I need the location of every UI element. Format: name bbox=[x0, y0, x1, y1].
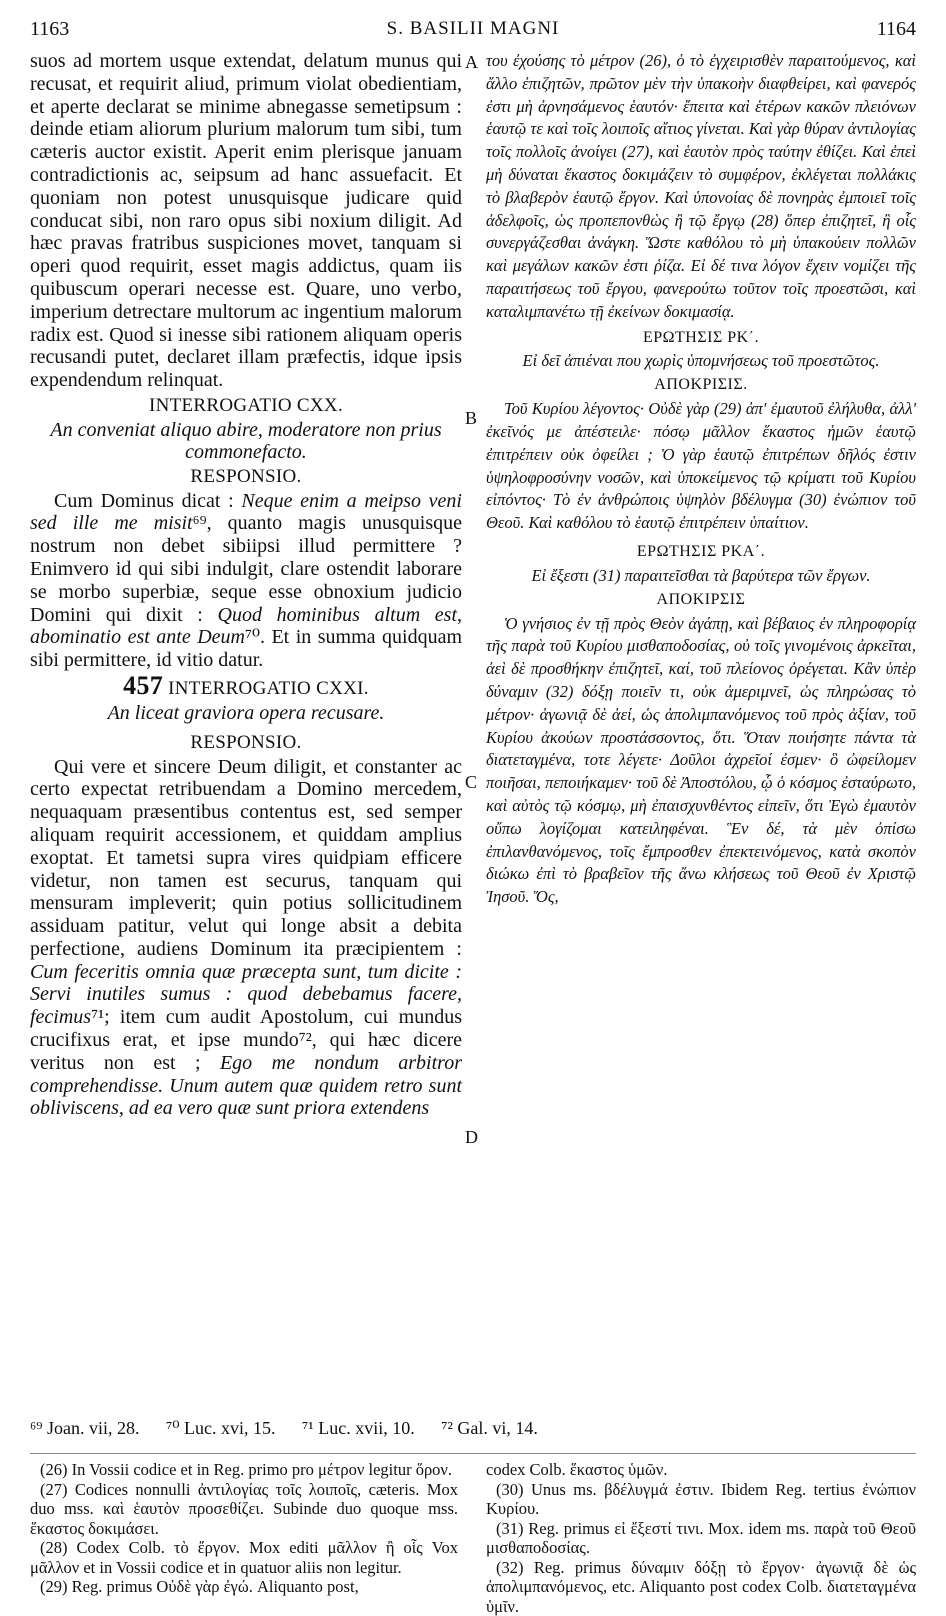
column-number: 457 bbox=[123, 671, 163, 700]
latin-question-120-heading: INTERROGATIO CXX. bbox=[30, 395, 462, 418]
latin-response-121-heading: RESPONSIO. bbox=[30, 732, 462, 755]
scripture-reference: ⁷⁰ Luc. xvi, 15. bbox=[166, 1418, 275, 1438]
latin-paragraph-1: suos ad mortem usque extendat, delatum munus qui recusat, et requirit aliud, primum violat obedientiam, et aperte declarat se minime abnegasse semetipsum : deinde etiam aliorum plurium malorum tum sibi, tum cæteris auctor existit. Aperit enim plerisque januam contradictionis ac, seipsum ad hanc assuefacit. Et quoniam non potest unusquisque judicare quid conducat sibi, non raro opus sibi noxium diligit. Ad hæc pravas fratribus suspiciones movet, tanquam si operi quod requirit, esset magis addictus, quam iis quibuscum operari necesse est. Quare, uno verbo, imperium detrectare multorum ac ingentium malorum radix est. Quod si inesse sibi rationem aliquam operis recusandi putet, declaret illam præfectis, idque ipsis expendendum relinquat. bbox=[30, 50, 462, 392]
greek-question-121-heading: ΕΡΩΤΗΣΙΣ ΡΚΑ΄. bbox=[486, 541, 916, 564]
section-marker-a: A bbox=[465, 52, 478, 73]
footnote: (28) Codex Colb. τὸ ἔργον. Mox editi μᾶλλον ἢ οἷς Vox μᾶλλον et in Vossii codice et in quatuor aliis non legitur. bbox=[30, 1538, 458, 1577]
latin-response-120-heading: RESPONSIO. bbox=[30, 466, 462, 489]
running-title: S. BASILII MAGNI bbox=[30, 18, 916, 40]
latin-response-120-text: Cum Dominus dicat : Neque enim a meipso veni sed ille me misit⁶⁹, quanto magis unusquisque nostrum non debet sibiipsi illud permittere ? Enimvero id qui sibi indulgit, clare ostendit laborare se morbo superbiæ, seque esse obnoxium judicio Domini qui dixit : Quod hominibus altum est, abominatio est ante Deum⁷⁰. Et in summa quidquam sibi permittere, id vitio datur. bbox=[30, 490, 462, 672]
greek-response-121-heading: ΑΠΟΚΙΡΣΙΣ bbox=[486, 589, 916, 612]
section-marker-d: D bbox=[465, 1127, 478, 1148]
section-marker-c: C bbox=[465, 772, 477, 793]
greek-response-120-heading: ΑΠΟΚΡΙΣΙΣ. bbox=[486, 374, 916, 397]
latin-question-121-title: An liceat graviora opera recusare. bbox=[30, 702, 462, 724]
greek-column bbox=[486, 50, 916, 909]
footnote: (31) Reg. primus εἰ ἔξεστί τινι. Mox. idem ms. παρὰ τοῦ Θεοῦ μισθαποδοσίας. bbox=[486, 1519, 916, 1558]
greek-response-120-text: Τοῦ Κυρίου λέγοντος· Οὐδὲ γὰρ (29) ἀπ' ἐμαυτοῦ ἐλήλυθα, ἀλλ' ἐκεῖνός με ἀπέστειλε· πόσῳ μᾶλλον ἕκαστος ἡμῶν ἑαυτῷ ἐπιτρέπειν οὐκ ὀφείλει ; Ὁ γὰρ ἑαυτῷ ἐπιτρέπων δῆλός ἐστιν ὑψηλοφροσύνην νοσῶν, καὶ ὑποκείμενος τῷ κρίματι τοῦ Κυρίου εἰπόντος· Τὸ ἐν ἀνθρώποις ὑψηλὸν βδέλυγμα (30) ἐνώπιον τοῦ Θεοῦ. Καὶ καθόλου τὸ ἑαυτῷ ἐπιτρέπειν ὑπαίτιον. bbox=[486, 398, 916, 535]
footnote-divider bbox=[30, 1453, 916, 1454]
latin-question-120-title: An conveniat aliquo abire, moderatore non prius commonefacto. bbox=[30, 419, 462, 463]
footnote: codex Colb. ἕκαστος ὑμῶν. bbox=[486, 1460, 916, 1480]
page-number-left: 1163 bbox=[30, 18, 69, 41]
scripture-reference: ⁷² Gal. vi, 14. bbox=[441, 1418, 538, 1438]
latin-response-121-text: Qui vere et sincere Deum diligit, et constanter ac certo expectat retribuendam a Domino mercedem, nequaquam præsentibus contentus est, sed semper aliquam requirit accessionem, et quiddam amplius exoptat. Et tametsi supra vires quidpiam efficere videtur, non tamen est securus, tanquam qui mensuram impleverit; quin potius sollicitudinem assiduam patitur, velut qui longe absit a debita perfectione, audiens Dominum ita præcipientem : Cum feceritis omnia quæ præcepta sunt, tum dicite : Servi inutiles sumus : quod debebamus facere, fecimus⁷¹; item cum audit Apostolum, cui mundus crucifixus erat, et ipse mundo⁷², qui hæc dicere veritus non est ; Ego me nondum arbitror comprehendisse. Unum autem quæ quidem retro sunt obliviscens, ad ea vero quæ sunt priora extendens bbox=[30, 756, 462, 1121]
running-header bbox=[30, 18, 916, 44]
footnotes-right bbox=[486, 1460, 916, 1616]
footnote: (30) Unus ms. βδέλυγμά ἐστιν. Ibidem Reg. tertius ἐνώπιον Κυρίου. bbox=[486, 1480, 916, 1519]
greek-paragraph-1: του ἐχούσης τὸ μέτρον (26), ὁ τὸ ἐγχειρισθὲν παραιτούμενος, καὶ ἄλλο ἐπιζητῶν, πρῶτον μὲν τὴν ὑπακοὴν διαφθείρει, καὶ φανερός ἐστι μὴ ἀρνησάμενος ἑαυτόν· ἔπειτα καὶ ἑτέρων κακῶν πλειόνων ἑαυτῷ τε καὶ τοῖς λοιποῖς αἴτιος γίνεται. Καὶ γὰρ θύραν ἀντιλογίας τοῖς πολλοῖς ἀνοίγει (27), καὶ ἑαυτὸν πρὸς ταύτην ἐθίζει. Καὶ ἐπεὶ μὴ δύναται ἕκαστος δοκιμάζειν τὸ συμφέρον, ἐκλέγεται πολλάκις τὸ βλαβερὸν ἑαυτῷ ἔργον. Καὶ ὑπονοίας δὲ πονηρὰς ἐμποιεῖ τοῖς ἀδελφοῖς, ὡς προπεπονθὼς ἢ τῷ ἔργῳ (28) ὅπερ ἐπιζητεῖ, ἢ οἷς συνεργάζεσθαι ἀνάγκη. Ὥστε καθόλου τὸ μὴ ὑπακούειν πολλῶν καὶ μεγάλων κακῶν ἐστι ῥίζα. Εἰ δέ τινα λόγον ἔχειν νομίζει τῆς παραιτήσεως τοῦ ἔργου, φανερούτω τοῦτον τοῖς προεστῶσι, καὶ καταλιμπανέτω τῇ ἐκείνων δοκιμασίᾳ. bbox=[486, 50, 916, 324]
footnote: (27) Codices nonnulli ἀντιλογίας τοῖς λοιποῖς, cæteris. Mox duo mss. καὶ ἑαυτὸν προσεθίζει. Subinde duo quoque mss. ἕκαστος δοκιμάσει. bbox=[30, 1480, 458, 1539]
footnote: (29) Reg. primus Οὐδὲ γὰρ ἐγώ. Aliquanto post, bbox=[30, 1577, 458, 1597]
section-marker-b: B bbox=[465, 408, 477, 429]
page-number-right: 1164 bbox=[877, 18, 916, 41]
footnote: (26) In Vossii codice et in Reg. primo pro μέτρον legitur ὅρον. bbox=[30, 1460, 458, 1480]
greek-question-120-heading: ΕΡΩΤΗΣΙΣ ΡΚ΄. bbox=[486, 327, 916, 350]
scripture-reference: ⁶⁹ Joan. vii, 28. bbox=[30, 1418, 140, 1438]
latin-question-121-heading: 457 INTERROGATIO CXXI. bbox=[30, 675, 462, 701]
latin-column bbox=[30, 50, 462, 1120]
footnotes-left bbox=[30, 1460, 458, 1597]
greek-question-121-title: Εἰ ἔξεστι (31) παραιτεῖσθαι τὰ βαρύτερα τῶν ἔργων. bbox=[486, 565, 916, 586]
greek-response-121-text: Ὁ γνήσιος ἐν τῇ πρὸς Θεὸν ἀγάπῃ, καὶ βέβαιος ἐν πληροφορίᾳ τῆς παρὰ τοῦ Κυρίου μισθαποδοσίας, οὐ τοῖς γινομένοις ἀρκεῖται, ἀεὶ δὲ προσθήκην ἐπιζητεῖ, καί, τοῦ πλείονος ὀρέγεται. Κἂν ὑπὲρ δύναμιν (32) δόξῃ ποιεῖν τι, οὐκ ἀμεριμνεῖ, ὡς πληρώσας τὸ μέτρον· ἀγωνιᾷ δὲ ἀεί, ὡς ἀπολιμπανόμενος τοῦ πρὸς ἀξίαν, τοῦ Κυρίου ἀκούων προστάσσοντος, ὅτι. Ὅταν ποιήσητε πάντα τὰ διατεταγμένα, τοτε λέγετε· Δοῦλοι ἀχρεῖοί ἐσμεν· ὃ ὠφείλομεν ποιῆσαι, πεποιήκαμεν· τοῦ δὲ Ἀποστόλου, ᾧ ὁ κόσμος ἐσταύρωτο, καὶ αὐτὸς τῷ κόσμῳ, μὴ ἐπαισχυνθέντος εἰπεῖν, ὅτι Ἐγὼ ἐμαυτὸν οὔπω λογίζομαι κατειληφέναι. Ἓν δέ, τὰ μὲν ὀπίσω ἐπιλανθανόμενος, τοῖς ἔμπροσθεν ἐπεκτεινόμενος, κατὰ σκοπὸν διώκω ἐπὶ τὸ βραβεῖον τῆς ἄνω κλήσεως τοῦ Θεοῦ ἐν Χριστῷ Ἰησοῦ. Ὅς, bbox=[486, 613, 916, 909]
greek-question-120-title: Εἰ δεῖ ἀπιέναι που χωρὶς ὑπομνήσεως τοῦ προεστῶτος. bbox=[486, 350, 916, 371]
scripture-references bbox=[30, 1418, 916, 1439]
footnote: (32) Reg. primus δύναμιν δόξῃ τὸ ἔργον· ἀγωνιᾷ δὲ ὡς ἀπολιμπανόμενος, etc. Aliquanto post codex Colb. διατεταγμένα ὑμῖν. bbox=[486, 1558, 916, 1616]
scripture-reference: ⁷¹ Luc. xvii, 10. bbox=[302, 1418, 415, 1438]
